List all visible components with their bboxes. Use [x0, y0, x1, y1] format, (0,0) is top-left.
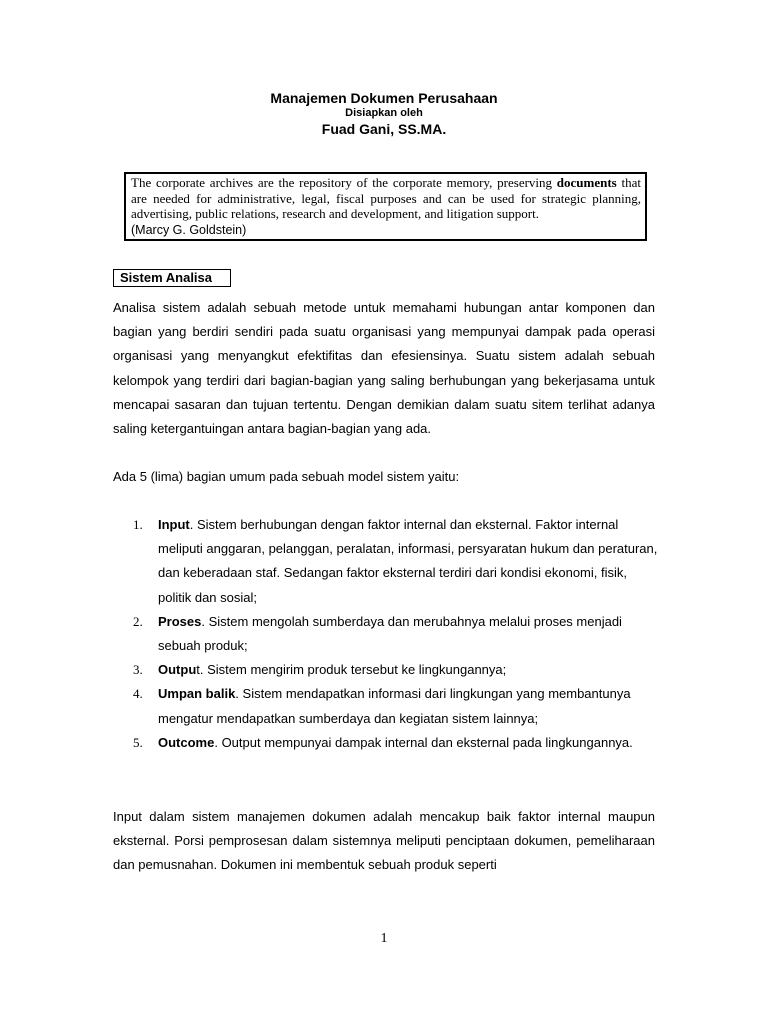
list-item-number: 3.	[133, 662, 143, 678]
list-item	[113, 682, 658, 730]
list-item-text: . Sistem mengolah sumberdaya dan merubahnya melalui proses menjadi sebuah produk;	[158, 613, 622, 654]
list-item	[113, 658, 658, 682]
list-item-term: Outcome	[158, 734, 215, 750]
list-item-text: t. Sistem mengirim produk tersebut ke lingkungannya;	[196, 662, 507, 678]
author-name: Fuad Gani, SS.MA.	[321, 121, 447, 137]
title-block	[0, 90, 768, 138]
list-item-number: 5.	[133, 734, 143, 750]
quote-box	[124, 172, 647, 241]
list-item-term: Umpan balik	[158, 686, 236, 702]
list-item-number: 1.	[133, 517, 143, 532]
system-parts-list	[113, 513, 658, 755]
quote-text-before: The corporate archives are the repository of the corporate memory, preserving	[131, 175, 557, 190]
list-item	[113, 610, 658, 658]
list-item-term: Outpu	[158, 662, 197, 678]
page-number: 1	[380, 931, 388, 946]
prepared-by-label: Disiapkan oleh	[345, 107, 423, 119]
document-title: Manajemen Dokumen Perusahaan	[270, 90, 498, 106]
quote-text-after: that are needed for administrative, legal, fiscal purposes and can be used for strategic planning, advertising, public relations, research and development, and litigation support.	[131, 175, 642, 221]
list-item-text: . Sistem mendapatkan informasi dari lingkungan yang membantunya mengatur mendapatkan sumberdaya dan kegiatan sistem lainnya;	[158, 686, 631, 726]
list-item-text: . Sistem berhubungan dengan faktor internal dan eksternal. Faktor internal meliputi anggaran, pelanggan, peralatan, informasi, persyaratan hukum dan peraturan, dan keberadaan staf. Sedangan faktor eksternal terdiri dari kondisi ekonomi, fisik, politik dan sosial;	[158, 517, 658, 605]
list-item	[113, 513, 658, 610]
section-heading: Sistem Analisa	[113, 269, 231, 287]
paragraph-input: Input dalam sistem manajemen dokumen adalah mencakup baik faktor internal maupun eksternal. Porsi pemprosesan dalam sistemnya meliputi penciptaan dokumen, pemeliharaan dan pemusnahan. Dokumen ini membentuk sebuah produk seperti	[113, 809, 655, 873]
quote-bold-word: documents	[556, 175, 617, 190]
list-item-term: Input	[158, 517, 190, 532]
paragraph-analysis: Analisa sistem adalah sebuah metode untuk memahami hubungan antar komponen dan bagian yang berdiri sendiri pada suatu organisasi yang mempunyai dampak pada operasi organisasi yang menyangkut efektifitas dan efesiensinya. Suatu sistem adalah sebuah kelompok yang terdiri dari bagian-bagian yang saling berhubungan yang bekerjasama untuk mencapai sasaran dan tujuan tertentu. Dengan demikian dalam suatu sitem terlihat adanya saling ketergantuingan antara bagian-bagian yang ada.	[113, 300, 655, 437]
list-item-term: Proses	[158, 613, 202, 629]
list-item-text: . Output mempunyai dampak internal dan eksternal pada lingkungannya.	[214, 734, 633, 750]
quote-attribution: (Marcy G. Goldstein)	[131, 222, 247, 237]
list-item-number: 4.	[133, 686, 143, 702]
paragraph-list-intro: Ada 5 (lima) bagian umum pada sebuah model sistem yaitu:	[113, 469, 460, 484]
list-item-number: 2.	[133, 613, 143, 629]
list-item	[113, 731, 658, 755]
